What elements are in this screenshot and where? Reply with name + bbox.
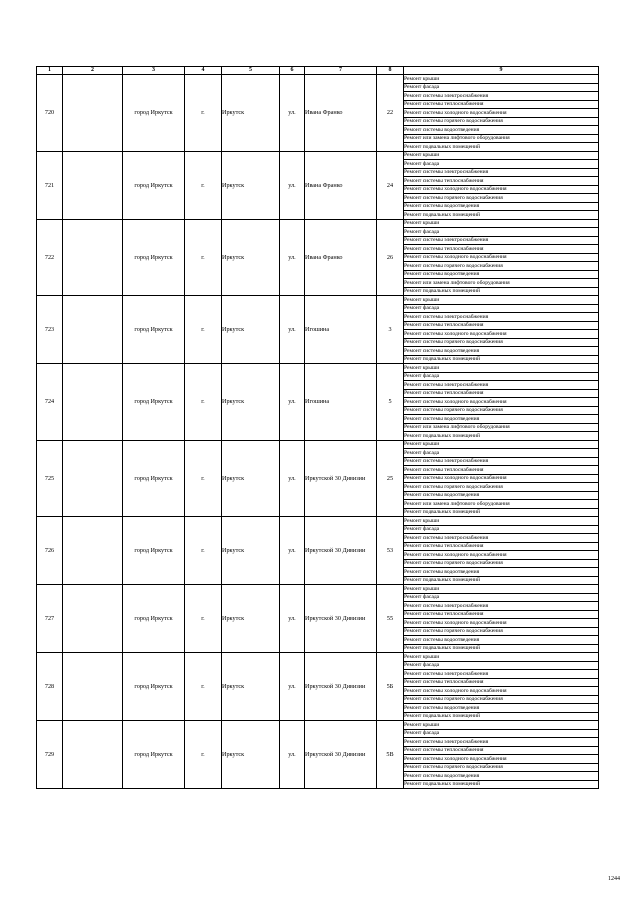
street-type: ул. (280, 296, 305, 364)
table-row (37, 296, 599, 305)
settlement-name: город Иркутск (123, 151, 185, 219)
empty-cell (63, 151, 123, 219)
work-item: Ремонт системы электроснабжения (404, 313, 599, 322)
house-number: 26 (377, 219, 404, 296)
locality-name: Иркутск (222, 364, 280, 441)
locality-name: Иркутск (222, 585, 280, 653)
settlement-name: город Иркутск (123, 721, 185, 789)
settlement-name: город Иркутск (123, 219, 185, 296)
settlement-type: г. (185, 151, 222, 219)
empty-cell (63, 721, 123, 789)
settlement-name: город Иркутск (123, 653, 185, 721)
work-item: Ремонт крыши (404, 585, 599, 594)
work-item: Ремонт системы холодного водоснабжения (404, 474, 599, 483)
work-item: Ремонт системы холодного водоснабжения (404, 619, 599, 628)
street-type: ул. (280, 653, 305, 721)
locality-name: Иркутск (222, 440, 280, 517)
record-number: 723 (37, 296, 63, 364)
work-item: Ремонт системы холодного водоснабжения (404, 330, 599, 339)
work-item: Ремонт фасада (404, 228, 599, 237)
work-item: Ремонт фасада (404, 160, 599, 169)
work-item: Ремонт крыши (404, 296, 599, 305)
work-item: Ремонт системы холодного водоснабжения (404, 398, 599, 407)
work-item: Ремонт системы теплоснабжения (404, 466, 599, 475)
work-item: Ремонт фасада (404, 372, 599, 381)
locality-name: Иркутск (222, 721, 280, 789)
settlement-name: город Иркутск (123, 296, 185, 364)
work-item: Ремонт фасада (404, 304, 599, 313)
street-type: ул. (280, 75, 305, 152)
locality-name: Иркутск (222, 219, 280, 296)
work-item: Ремонт подвальных помещений (404, 432, 599, 441)
work-item: Ремонт системы горячего водоснабжения (404, 695, 599, 704)
settlement-type: г. (185, 653, 222, 721)
settlement-type: г. (185, 364, 222, 441)
record-number: 729 (37, 721, 63, 789)
house-number: 3 (377, 296, 404, 364)
work-item: Ремонт системы электроснабжения (404, 236, 599, 245)
street-name: Игошина (305, 296, 377, 364)
settlement-name: город Иркутск (123, 364, 185, 441)
work-item: Ремонт системы горячего водоснабжения (404, 262, 599, 271)
settlement-name: город Иркутск (123, 75, 185, 152)
work-item: Ремонт фасада (404, 525, 599, 534)
work-item: Ремонт подвальных помещений (404, 355, 599, 364)
settlement-type: г. (185, 517, 222, 585)
work-item: Ремонт системы горячего водоснабжения (404, 627, 599, 636)
house-number: 53 (377, 517, 404, 585)
street-type: ул. (280, 440, 305, 517)
street-name: Ивана Франко (305, 151, 377, 219)
work-item: Ремонт крыши (404, 653, 599, 662)
locality-name: Иркутск (222, 151, 280, 219)
record-number: 727 (37, 585, 63, 653)
page-number: 1244 (608, 876, 620, 882)
work-item: Ремонт фасада (404, 593, 599, 602)
table-row (37, 653, 599, 662)
work-item: Ремонт системы водоотведения (404, 347, 599, 356)
settlement-type: г. (185, 585, 222, 653)
empty-cell (63, 219, 123, 296)
work-item: Ремонт системы теплоснабжения (404, 321, 599, 330)
house-number: 5Б (377, 653, 404, 721)
work-item: Ремонт подвальных помещений (404, 644, 599, 653)
work-item: Ремонт системы водоотведения (404, 270, 599, 279)
work-item: Ремонт системы горячего водоснабжения (404, 338, 599, 347)
empty-cell (63, 440, 123, 517)
street-name: Иркутской 30 Дивизии (305, 585, 377, 653)
work-item: Ремонт системы теплоснабжения (404, 746, 599, 755)
work-item: Ремонт системы горячего водоснабжения (404, 194, 599, 203)
street-type: ул. (280, 585, 305, 653)
house-number: 22 (377, 75, 404, 152)
table-row (37, 440, 599, 449)
header-cell: 2 (63, 67, 123, 75)
header-cell: 6 (280, 67, 305, 75)
work-item: Ремонт системы водоотведения (404, 568, 599, 577)
house-number: 24 (377, 151, 404, 219)
table-row (37, 75, 599, 84)
work-item: Ремонт системы электроснабжения (404, 168, 599, 177)
settlement-name: город Иркутск (123, 440, 185, 517)
work-item: Ремонт системы водоотведения (404, 772, 599, 781)
locality-name: Иркутск (222, 75, 280, 152)
street-type: ул. (280, 219, 305, 296)
settlement-type: г. (185, 75, 222, 152)
record-number: 721 (37, 151, 63, 219)
table-row (37, 219, 599, 228)
street-type: ул. (280, 151, 305, 219)
street-name: Иркутской 30 Дивизии (305, 440, 377, 517)
work-item: Ремонт системы горячего водоснабжения (404, 406, 599, 415)
empty-cell (63, 75, 123, 152)
empty-cell (63, 517, 123, 585)
header-cell: 7 (305, 67, 377, 75)
work-item: Ремонт системы холодного водоснабжения (404, 109, 599, 118)
work-item: Ремонт или замена лифтового оборудования (404, 500, 599, 509)
work-item: Ремонт подвальных помещений (404, 508, 599, 517)
house-number: 55 (377, 585, 404, 653)
record-number: 720 (37, 75, 63, 152)
work-item: Ремонт фасада (404, 661, 599, 670)
work-item: Ремонт или замена лифтового оборудования (404, 134, 599, 143)
house-number: 5 (377, 364, 404, 441)
work-item: Ремонт системы водоотведения (404, 202, 599, 211)
work-item: Ремонт крыши (404, 517, 599, 526)
header-cell: 1 (37, 67, 63, 75)
work-item: Ремонт системы теплоснабжения (404, 177, 599, 186)
header-cell: 9 (404, 67, 599, 75)
repair-program-table (36, 66, 599, 789)
work-item: Ремонт системы электроснабжения (404, 670, 599, 679)
work-item: Ремонт системы горячего водоснабжения (404, 559, 599, 568)
record-number: 726 (37, 517, 63, 585)
settlement-type: г. (185, 219, 222, 296)
work-item: Ремонт крыши (404, 219, 599, 228)
work-item: Ремонт системы горячего водоснабжения (404, 117, 599, 126)
work-item: Ремонт системы водоотведения (404, 415, 599, 424)
locality-name: Иркутск (222, 517, 280, 585)
work-item: Ремонт системы теплоснабжения (404, 389, 599, 398)
settlement-type: г. (185, 721, 222, 789)
header-cell: 3 (123, 67, 185, 75)
work-item: Ремонт системы теплоснабжения (404, 678, 599, 687)
work-item: Ремонт системы водоотведения (404, 636, 599, 645)
street-name: Ивана Франко (305, 219, 377, 296)
table-row (37, 151, 599, 160)
work-item: Ремонт фасада (404, 449, 599, 458)
empty-cell (63, 364, 123, 441)
work-item: Ремонт крыши (404, 721, 599, 730)
work-item: Ремонт системы теплоснабжения (404, 100, 599, 109)
record-number: 724 (37, 364, 63, 441)
work-item: Ремонт крыши (404, 151, 599, 160)
work-item: Ремонт системы холодного водоснабжения (404, 551, 599, 560)
work-item: Ремонт системы электроснабжения (404, 457, 599, 466)
settlement-name: город Иркутск (123, 517, 185, 585)
work-item: Ремонт подвальных помещений (404, 712, 599, 721)
locality-name: Иркутск (222, 296, 280, 364)
settlement-name: город Иркутск (123, 585, 185, 653)
work-item: Ремонт подвальных помещений (404, 143, 599, 152)
street-name: Иркутской 30 Дивизии (305, 721, 377, 789)
work-item: Ремонт крыши (404, 440, 599, 449)
work-item: Ремонт системы электроснабжения (404, 738, 599, 747)
house-number: 25 (377, 440, 404, 517)
work-item: Ремонт крыши (404, 75, 599, 84)
work-item: Ремонт системы теплоснабжения (404, 542, 599, 551)
empty-cell (63, 296, 123, 364)
locality-name: Иркутск (222, 653, 280, 721)
header-cell: 4 (185, 67, 222, 75)
work-item: Ремонт системы водоотведения (404, 704, 599, 713)
work-item: Ремонт подвальных помещений (404, 287, 599, 296)
record-number: 728 (37, 653, 63, 721)
table-row (37, 585, 599, 594)
work-item: Ремонт или замена лифтового оборудования (404, 279, 599, 288)
empty-cell (63, 585, 123, 653)
work-item: Ремонт системы теплоснабжения (404, 610, 599, 619)
work-item: Ремонт системы теплоснабжения (404, 245, 599, 254)
work-item: Ремонт системы горячего водоснабжения (404, 483, 599, 492)
work-item: Ремонт системы горячего водоснабжения (404, 763, 599, 772)
header-cell: 8 (377, 67, 404, 75)
header-row (37, 67, 599, 75)
work-item: Ремонт системы холодного водоснабжения (404, 185, 599, 194)
work-item: Ремонт фасада (404, 83, 599, 92)
street-name: Иркутской 30 Дивизии (305, 517, 377, 585)
work-item: Ремонт подвальных помещений (404, 576, 599, 585)
work-item: Ремонт системы электроснабжения (404, 534, 599, 543)
house-number: 5В (377, 721, 404, 789)
empty-cell (63, 653, 123, 721)
record-number: 725 (37, 440, 63, 517)
street-name: Игошина (305, 364, 377, 441)
work-item: Ремонт системы холодного водоснабжения (404, 253, 599, 262)
record-number: 722 (37, 219, 63, 296)
work-item: Ремонт системы водоотведения (404, 491, 599, 500)
table-row (37, 517, 599, 526)
work-item: Ремонт системы электроснабжения (404, 381, 599, 390)
street-name: Ивана Франко (305, 75, 377, 152)
table-row (37, 364, 599, 373)
work-item: Ремонт системы электроснабжения (404, 602, 599, 611)
work-item: Ремонт или замена лифтового оборудования (404, 423, 599, 432)
work-item: Ремонт крыши (404, 364, 599, 373)
work-item: Ремонт системы электроснабжения (404, 92, 599, 101)
work-item: Ремонт подвальных помещений (404, 211, 599, 220)
work-item: Ремонт системы холодного водоснабжения (404, 687, 599, 696)
table-row (37, 721, 599, 730)
street-type: ул. (280, 721, 305, 789)
work-item: Ремонт системы водоотведения (404, 126, 599, 135)
settlement-type: г. (185, 440, 222, 517)
street-type: ул. (280, 517, 305, 585)
street-type: ул. (280, 364, 305, 441)
work-item: Ремонт системы холодного водоснабжения (404, 755, 599, 764)
street-name: Иркутской 30 Дивизии (305, 653, 377, 721)
settlement-type: г. (185, 296, 222, 364)
work-item: Ремонт подвальных помещений (404, 780, 599, 789)
work-item: Ремонт фасада (404, 729, 599, 738)
header-cell: 5 (222, 67, 280, 75)
